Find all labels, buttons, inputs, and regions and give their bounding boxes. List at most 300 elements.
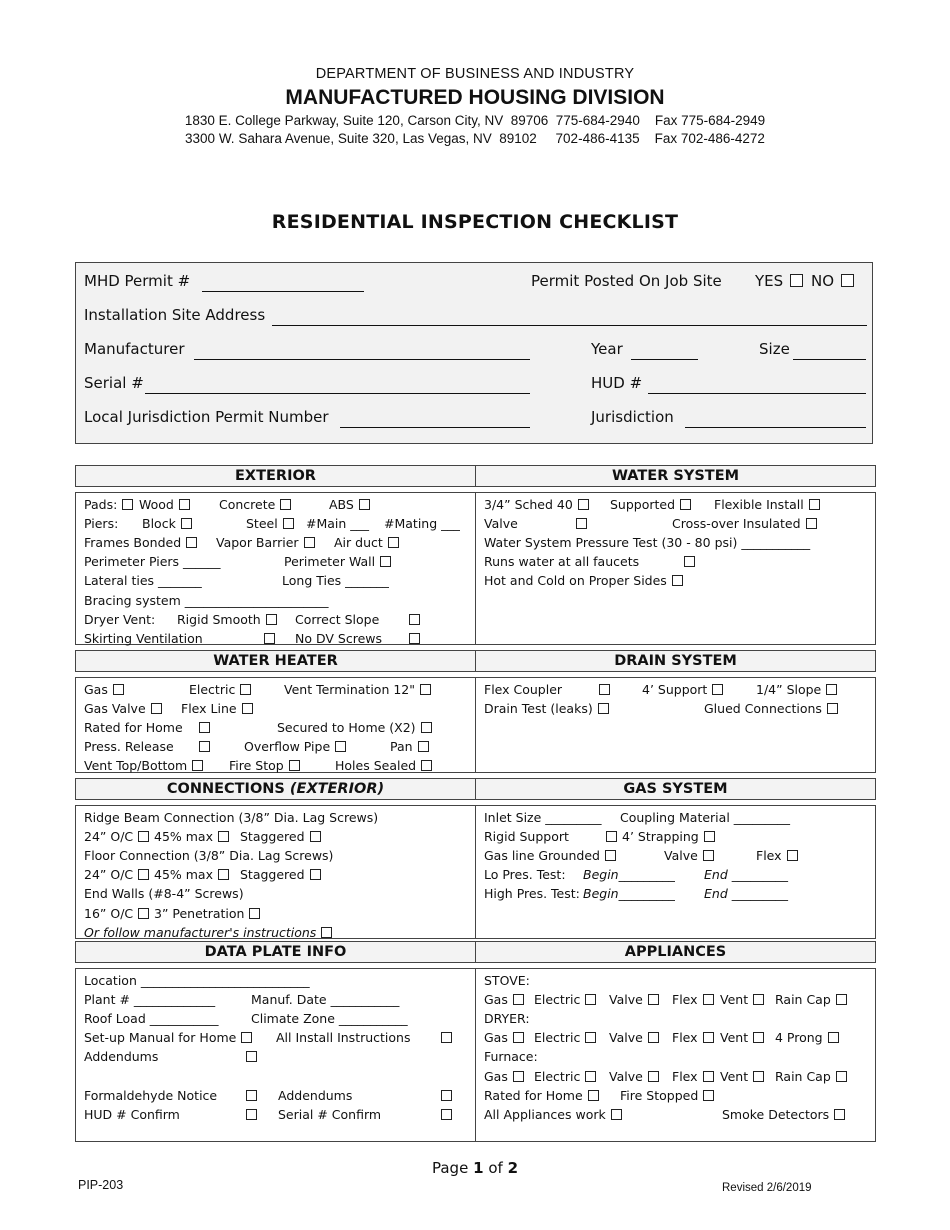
checklist-item [672,516,819,531]
checkbox[interactable] [598,703,609,714]
checklist-line [84,848,468,866]
permit-field[interactable] [202,291,364,292]
checkbox[interactable] [585,994,596,1005]
checkbox[interactable] [186,537,197,548]
item-label: 3/4” Sched 40 [484,497,573,512]
checklist-text [84,631,203,646]
item-label: ABS [329,497,354,512]
checklist-item [390,739,431,754]
item-label: 45% max [154,829,213,845]
checkbox[interactable] [684,556,695,567]
item-label: DRYER: [484,1011,530,1027]
checkbox[interactable] [441,1090,452,1101]
posted-no [811,272,856,290]
page-total: 2 [507,1159,518,1177]
checklist-text [84,554,221,569]
checkbox[interactable] [199,741,210,752]
checklist-item [609,992,661,1007]
item-label: HUD # Confirm [84,1106,180,1122]
size-field[interactable] [793,359,866,360]
checkbox[interactable] [283,518,294,529]
checkbox[interactable] [138,831,149,842]
item-label: Rigid Smooth [177,611,261,627]
checkbox[interactable] [809,499,820,510]
item-label: Valve [609,992,643,1008]
checklist-line [484,1088,868,1106]
checkbox[interactable] [753,994,764,1005]
section-body-water-system [475,492,876,645]
checkbox[interactable] [335,741,346,752]
checklist-text [84,739,174,754]
section-header-water-system [475,465,876,487]
local-permit-field[interactable] [340,427,530,428]
checkbox[interactable] [588,1090,599,1101]
item-label: Concrete [219,497,276,512]
item-label: Bracing system _______________________ [84,592,329,608]
checklist-item [484,497,591,512]
checkbox[interactable] [672,575,683,586]
checklist-item [142,516,194,531]
checkbox[interactable] [513,994,524,1005]
no-label: NO [811,272,835,290]
section-title-appliances: APPLIANCES [624,944,727,960]
section-header-gas-system [475,778,876,800]
checklist-item [484,701,611,716]
item-label: Holes Sealed [335,758,417,774]
checklist-item [534,1030,598,1045]
checklist-line [84,829,468,847]
item-label: Valve [609,1030,643,1046]
item-label: Valve [609,1068,643,1084]
address-las-vegas: 3300 W. Sahara Avenue, Suite 320, Las Vegas, NV 89102 702-486-4135 Fax 702-486-4272 [185,131,765,146]
checklist-text [484,1011,530,1026]
checklist-text [84,973,310,988]
item-label: Piers: [84,516,119,532]
checklist-text [84,992,215,1007]
checklist-text [484,867,566,882]
item-label: Gas [84,682,108,697]
checklist-item [197,739,212,754]
item-label: #Mating ___ [384,516,460,532]
item-label: Electric [189,682,236,697]
checkbox[interactable] [606,831,617,842]
checkbox[interactable] [113,684,124,695]
item-label: End _________ [704,867,788,883]
section-body-data-plate [75,968,476,1142]
checklist-line [84,720,468,738]
item-label: Or follow manufacturer's instructions [84,924,317,940]
checklist-item [84,701,164,716]
checklist-item [609,1030,661,1045]
checkbox[interactable] [421,760,432,771]
item-label: Coupling Material _________ [620,810,791,825]
section-header-connections [75,778,476,800]
checklist-text [384,516,460,531]
checklist-item [610,497,693,512]
item-label: Drain Test (leaks) [484,701,593,717]
permit-posted-label: Permit Posted On Job Site [531,272,722,290]
checklist-item [229,758,302,773]
checklist-line [84,739,468,757]
item-label: Water System Pressure Test (30 - 80 psi) ___________ [484,535,811,551]
revised-date: Revised 2/6/2019 [722,1182,812,1194]
checklist-item [244,1049,259,1064]
checklist-item [246,516,296,531]
item-label: Roof Load ___________ [84,1011,219,1027]
checkbox[interactable] [179,499,190,510]
posted-yes [755,272,805,290]
yes-label: YES [755,272,784,290]
item-label: Cross-over Insulated [672,516,801,532]
checklist-line [484,497,868,515]
checkbox[interactable] [826,684,837,695]
jurisdiction-field[interactable] [685,427,866,428]
checklist-line [84,631,468,649]
checkbox[interactable] [648,994,659,1005]
checkbox[interactable] [712,684,723,695]
checklist-item [439,1107,454,1122]
item-label: Serial # Confirm [278,1106,382,1122]
item-label: Vent Top/Bottom [84,758,188,774]
checklist-line [84,906,468,924]
checkbox[interactable] [409,614,420,625]
checklist-item [756,848,800,863]
serial-label: Serial # [84,374,144,392]
item-label: Vent Termination 12" [284,682,415,697]
checklist-line [484,867,868,885]
checklist-item [177,612,279,627]
item-label: Steel [246,516,278,532]
section-title-connections: CONNECTIONS [166,781,285,797]
item-label: Manuf. Date ___________ [251,992,400,1008]
checkbox[interactable] [310,831,321,842]
checklist-item [622,829,717,844]
checkbox[interactable] [828,1032,839,1043]
checkbox[interactable] [836,1071,847,1082]
division-name: MANUFACTURED HOUSING DIVISION [285,86,665,109]
checkbox[interactable] [578,499,589,510]
checklist-item [609,1069,661,1084]
item-label: Hot and Cold on Proper Sides [484,573,667,589]
checklist-line [484,535,868,553]
checklist-line [484,973,868,991]
checklist-line [84,886,468,904]
checkbox[interactable] [122,499,133,510]
checklist-text [484,973,530,988]
checklist-line [84,497,468,515]
checkbox[interactable] [264,633,275,644]
checkbox[interactable] [242,703,253,714]
checklist-item [197,720,212,735]
item-label: Smoke Detectors [722,1106,830,1122]
checkbox[interactable] [703,850,714,861]
site-address-field[interactable] [272,325,867,326]
checkbox[interactable] [605,850,616,861]
checkbox[interactable] [246,1051,257,1062]
checklist-item [216,535,317,550]
item-label: Electric [534,1068,581,1084]
checklist-item [219,497,293,512]
year-label: Year [591,340,623,358]
checkbox[interactable] [409,633,420,644]
checkbox[interactable] [753,1032,764,1043]
manufacturer-field[interactable] [194,359,530,360]
checklist-text [484,535,810,550]
checklist-item [84,535,199,550]
checkbox[interactable] [218,831,229,842]
checkbox[interactable] [513,1032,524,1043]
checkbox[interactable] [834,1109,845,1120]
item-label: Lateral ties _______ [84,573,202,589]
checklist-line [84,973,468,991]
section-title-exterior: EXTERIOR [235,468,316,484]
checkbox[interactable] [585,1032,596,1043]
checkbox[interactable] [753,1071,764,1082]
checkbox[interactable] [246,1109,257,1120]
checklist-text [704,886,788,901]
checkbox[interactable] [703,1090,714,1101]
checklist-item [534,1069,598,1084]
checklist-line [484,810,868,828]
checklist-text [620,810,790,825]
checkbox[interactable] [585,1071,596,1082]
checkbox[interactable] [266,614,277,625]
checkbox[interactable] [576,518,587,529]
section-body-exterior [75,492,476,645]
checklist-text [84,1107,180,1122]
item-label: Press. Release [84,739,174,755]
item-label: Rain Cap [775,992,831,1008]
checkbox[interactable] [304,537,315,548]
checklist-line [84,1011,468,1029]
checklist-item [84,867,151,882]
item-label: 4’ Support [642,682,708,697]
checklist-item [262,631,277,646]
item-label: Valve [484,516,518,532]
section-body-gas-system [475,805,876,939]
checklist-item [84,682,126,697]
checklist-item [84,758,205,773]
checkbox[interactable] [704,831,715,842]
item-label: Flex [672,1030,698,1046]
checkbox[interactable] [280,499,291,510]
section-body-appliances [475,968,876,1142]
item-label: Floor Connection (3/8” Dia. Lag Screws) [84,848,334,864]
checkbox[interactable] [138,869,149,880]
item-label: High Pres. Test: [484,886,580,902]
checkbox[interactable] [648,1032,659,1043]
checklist-text [84,810,378,825]
checkbox[interactable] [806,518,817,529]
checklist-item [672,1069,716,1084]
item-label: 4’ Strapping [622,829,699,845]
checklist-item [664,848,716,863]
checkbox[interactable] [241,1032,252,1043]
item-label: All Install Instructions [276,1030,411,1046]
item-label: 16” O/C [84,905,134,921]
checklist-text [583,886,675,901]
checkbox[interactable] [827,703,838,714]
checkbox[interactable] [246,1090,257,1101]
checklist-item [181,701,255,716]
item-label: STOVE: [484,973,530,988]
item-label: Flex [672,992,698,1008]
size-label: Size [759,340,790,358]
checkbox[interactable] [418,741,429,752]
checklist-line [84,810,468,828]
checklist-text [84,720,183,735]
item-label: Addendums [278,1087,353,1103]
year-field[interactable] [631,359,698,360]
checklist-item [720,992,766,1007]
checkbox[interactable] [151,703,162,714]
item-label: Fire Stopped [620,1087,699,1103]
item-label: Addendums [84,1049,159,1065]
checkbox[interactable] [380,556,391,567]
checklist-item [335,758,434,773]
form-number: PIP-203 [78,1178,124,1192]
checkbox[interactable] [441,1109,452,1120]
checkbox[interactable] [218,869,229,880]
checklist-item [244,1088,259,1103]
section-title-gas-system: GAS SYSTEM [623,781,728,797]
item-label: 1/4” Slope [756,682,822,697]
item-label: All Appliances work [484,1106,606,1122]
checklist-text [484,829,569,844]
item-label: Supported [610,497,676,512]
checklist-item [240,867,323,882]
checkbox[interactable] [240,684,251,695]
checkbox[interactable] [138,908,149,919]
item-label: Electric [534,992,581,1008]
checklist-line [484,682,868,700]
checklist-text [84,1011,219,1026]
checkbox[interactable] [703,994,714,1005]
checklist-item [484,573,685,588]
section-title-water-heater: WATER HEATER [213,653,338,669]
checkbox[interactable] [289,760,300,771]
checkbox[interactable] [648,1071,659,1082]
checkbox[interactable] [181,518,192,529]
checklist-line [484,701,868,719]
checklist-line [84,573,468,591]
checkbox[interactable] [192,760,203,771]
checklist-item [154,906,262,921]
checklist-item [484,848,618,863]
checklist-item [334,535,401,550]
yes-checkbox[interactable] [790,274,803,287]
checklist-text [84,848,333,863]
item-label: Gas [484,1030,508,1046]
checklist-text [84,1088,217,1103]
checklist-line [84,992,468,1010]
checklist-item [775,1069,849,1084]
checkbox[interactable] [703,1071,714,1082]
item-label: Flex Line [181,701,237,717]
item-label: 45% max [154,867,213,883]
checklist-line [484,1011,868,1029]
item-label: Climate Zone ___________ [251,1011,408,1027]
item-label: Runs water at all faucets [484,554,640,570]
checklist-text [484,886,580,901]
checkbox[interactable] [441,1032,452,1043]
department-name: DEPARTMENT OF BUSINESS AND INDUSTRY [315,66,635,82]
checkbox[interactable] [199,722,210,733]
checklist-item [154,867,231,882]
checklist-line [84,1049,468,1067]
checkbox[interactable] [513,1071,524,1082]
item-label: Plant # _____________ [84,992,216,1008]
checklist-item [756,682,839,697]
section-title-drain-system: DRAIN SYSTEM [614,653,737,669]
item-label: Ridge Beam Connection (3/8” Dia. Lag Screws) [84,810,379,825]
checklist-text [278,1107,381,1122]
checklist-text [276,1030,411,1045]
checklist-item [240,829,323,844]
checklist-line [84,612,468,630]
checkbox[interactable] [599,684,610,695]
item-label: #Main ___ [306,516,370,532]
checklist-item [407,631,422,646]
manufacturer-label: Manufacturer [84,340,185,358]
item-label: Gas Valve [84,701,146,717]
checkbox[interactable] [703,1032,714,1043]
checklist-line [484,1049,868,1067]
checkbox[interactable] [680,499,691,510]
checklist-line [484,1069,868,1087]
checklist-item [775,1030,841,1045]
hud-field[interactable] [648,393,866,394]
checkbox[interactable] [611,1109,622,1120]
checklist-item [574,516,589,531]
checklist-item [682,554,697,569]
checklist-item [284,554,393,569]
checkbox[interactable] [249,908,260,919]
item-label: Fire Stop [229,758,284,774]
checklist-line [84,535,468,553]
item-label: Valve [664,848,698,864]
no-checkbox[interactable] [841,274,854,287]
permit-label: MHD Permit # [84,272,191,290]
checklist-line [484,1107,868,1125]
checkbox[interactable] [421,722,432,733]
checklist-item [722,1107,847,1122]
item-label: End Walls (#8-4” Screws) [84,886,244,902]
checkbox[interactable] [310,869,321,880]
checklist-text [84,516,118,531]
checklist-item [484,992,526,1007]
checklist-item [534,992,598,1007]
checklist-line [484,516,868,534]
checkbox[interactable] [321,927,332,938]
checkbox[interactable] [787,850,798,861]
item-label: Wood [139,497,174,512]
section-header-appliances [475,941,876,963]
checkbox[interactable] [359,499,370,510]
checklist-item [284,682,433,697]
serial-field[interactable] [145,393,530,394]
item-label: Block [142,516,176,532]
checkbox[interactable] [388,537,399,548]
item-label: 3” Penetration [154,905,245,921]
checklist-text [484,1049,538,1064]
item-label: Rated for Home [484,1087,583,1103]
checkbox[interactable] [836,994,847,1005]
jurisdiction-label: Jurisdiction [591,408,674,426]
checklist-item [84,829,151,844]
checkbox[interactable] [420,684,431,695]
item-label: Furnace: [484,1049,538,1065]
